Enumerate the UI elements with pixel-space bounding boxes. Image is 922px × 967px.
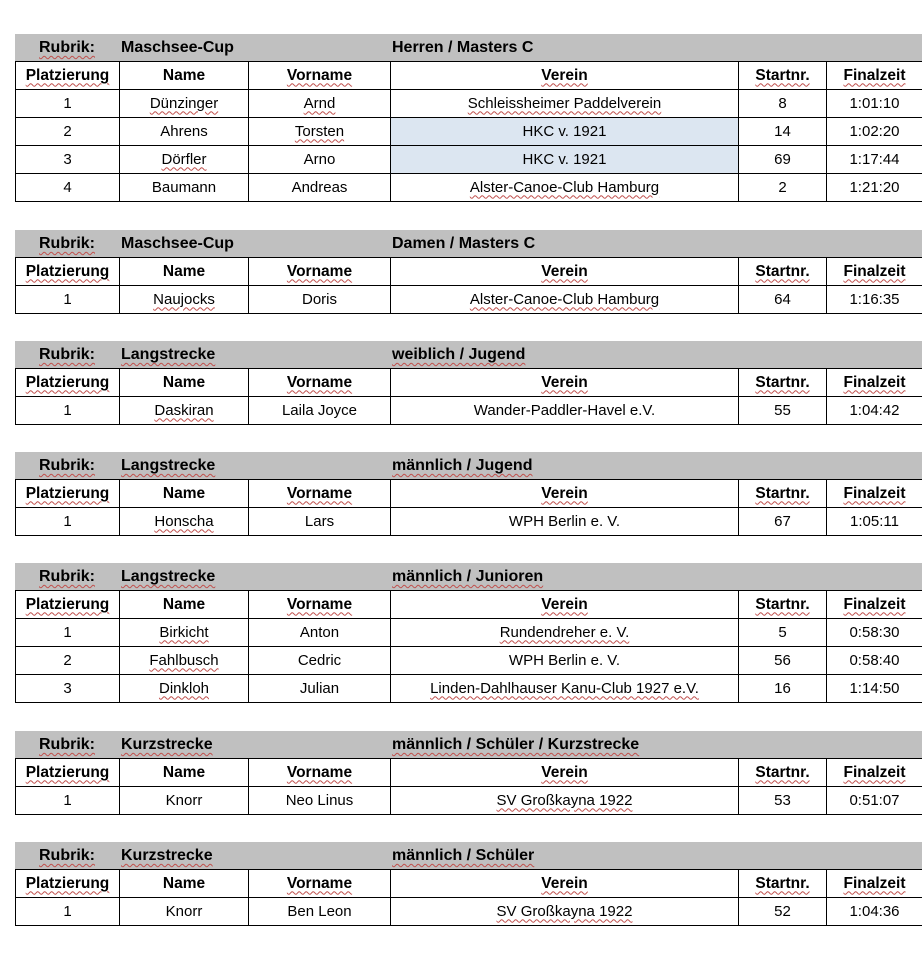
results-table <box>15 61 922 202</box>
header-placement: Platzierung <box>16 759 120 787</box>
cell-name: Daskiran <box>120 397 249 425</box>
cell-startno: 5 <box>739 619 827 647</box>
rubrik-label: Rubrik: <box>39 346 95 363</box>
header-firstname: Vorname <box>249 591 391 619</box>
header-placement: Platzierung <box>16 369 120 397</box>
results-table <box>15 758 922 815</box>
header-startno: Startnr. <box>739 591 827 619</box>
section-header-band <box>15 341 922 368</box>
cell-place: 3 <box>16 675 120 703</box>
cell-firstname: Ben Leon <box>249 898 391 926</box>
table-row <box>16 90 922 118</box>
cell-finaltime: 1:02:20 <box>827 118 922 146</box>
results-section <box>15 341 922 425</box>
cell-name: Baumann <box>120 174 249 202</box>
cell-place: 1 <box>16 286 120 314</box>
header-club: Verein <box>391 62 739 90</box>
cell-firstname: Torsten <box>249 118 391 146</box>
results-section <box>15 563 922 703</box>
section-header-band <box>15 230 922 257</box>
cell-club: Schleissheimer Paddelverein <box>391 90 739 118</box>
header-club: Verein <box>391 480 739 508</box>
table-row <box>16 787 922 815</box>
header-startno: Startnr. <box>739 369 827 397</box>
cell-club: HKC v. 1921 <box>391 118 739 146</box>
header-finaltime: Finalzeit <box>827 369 922 397</box>
table-header-row <box>16 480 922 508</box>
cell-name: Knorr <box>120 898 249 926</box>
cell-firstname: Andreas <box>249 174 391 202</box>
rubrik-label: Rubrik: <box>39 736 95 753</box>
header-startno: Startnr. <box>739 480 827 508</box>
header-firstname: Vorname <box>249 62 391 90</box>
section-header-band <box>15 842 922 869</box>
cell-place: 1 <box>16 898 120 926</box>
table-header-row <box>16 258 922 286</box>
header-placement: Platzierung <box>16 258 120 286</box>
table-row <box>16 118 922 146</box>
rubrik-name: Langstrecke <box>121 568 216 585</box>
rubrik-label: Rubrik: <box>39 235 95 252</box>
cell-finaltime: 1:05:11 <box>827 508 922 536</box>
cell-club: WPH Berlin e. V. <box>391 647 739 675</box>
header-name: Name <box>120 62 249 90</box>
header-placement: Platzierung <box>16 870 120 898</box>
cell-finaltime: 0:58:40 <box>827 647 922 675</box>
rubrik-name: Maschsee-Cup <box>121 235 234 252</box>
table-row <box>16 898 922 926</box>
cell-finaltime: 1:04:42 <box>827 397 922 425</box>
category-label: männlich / Schüler / Kurzstrecke <box>392 736 640 753</box>
cell-startno: 69 <box>739 146 827 174</box>
header-startno: Startnr. <box>739 62 827 90</box>
header-firstname: Vorname <box>249 759 391 787</box>
cell-place: 2 <box>16 647 120 675</box>
cell-finaltime: 1:16:35 <box>827 286 922 314</box>
category-label: weiblich / Jugend <box>392 346 526 363</box>
cell-firstname: Doris <box>249 286 391 314</box>
cell-club: Alster-Canoe-Club Hamburg <box>391 174 739 202</box>
rubrik-name: Maschsee-Cup <box>121 39 234 56</box>
cell-startno: 8 <box>739 90 827 118</box>
cell-name: Ahrens <box>120 118 249 146</box>
header-name: Name <box>120 480 249 508</box>
cell-place: 4 <box>16 174 120 202</box>
results-section <box>15 842 922 926</box>
cell-name: Dörfler <box>120 146 249 174</box>
rubrik-label: Rubrik: <box>39 39 95 56</box>
header-finaltime: Finalzeit <box>827 258 922 286</box>
cell-firstname: Anton <box>249 619 391 647</box>
header-name: Name <box>120 369 249 397</box>
cell-firstname: Laila Joyce <box>249 397 391 425</box>
rubrik-label: Rubrik: <box>39 457 95 474</box>
cell-finaltime: 1:17:44 <box>827 146 922 174</box>
cell-finaltime: 1:14:50 <box>827 675 922 703</box>
table-header-row <box>16 591 922 619</box>
results-table <box>15 479 922 536</box>
cell-club: SV Großkayna 1922 <box>391 898 739 926</box>
header-finaltime: Finalzeit <box>827 870 922 898</box>
section-header-band <box>15 563 922 590</box>
results-section <box>15 34 922 202</box>
cell-firstname: Julian <box>249 675 391 703</box>
cell-firstname: Cedric <box>249 647 391 675</box>
table-row <box>16 286 922 314</box>
category-label: männlich / Junioren <box>392 568 544 585</box>
table-row <box>16 619 922 647</box>
header-placement: Platzierung <box>16 480 120 508</box>
cell-finaltime: 0:51:07 <box>827 787 922 815</box>
category-label: männlich / Jugend <box>392 457 533 474</box>
cell-startno: 14 <box>739 118 827 146</box>
results-section <box>15 731 922 815</box>
cell-firstname: Neo Linus <box>249 787 391 815</box>
cell-firstname: Arno <box>249 146 391 174</box>
cell-finaltime: 0:58:30 <box>827 619 922 647</box>
header-placement: Platzierung <box>16 591 120 619</box>
cell-name: Honscha <box>120 508 249 536</box>
cell-startno: 56 <box>739 647 827 675</box>
results-table <box>15 869 922 926</box>
cell-name: Dinkloh <box>120 675 249 703</box>
header-finaltime: Finalzeit <box>827 62 922 90</box>
cell-name: Naujocks <box>120 286 249 314</box>
cell-firstname: Arnd <box>249 90 391 118</box>
header-finaltime: Finalzeit <box>827 480 922 508</box>
header-club: Verein <box>391 258 739 286</box>
header-startno: Startnr. <box>739 258 827 286</box>
cell-startno: 53 <box>739 787 827 815</box>
header-placement: Platzierung <box>16 62 120 90</box>
header-name: Name <box>120 870 249 898</box>
cell-startno: 2 <box>739 174 827 202</box>
cell-club: Wander-Paddler-Havel e.V. <box>391 397 739 425</box>
header-club: Verein <box>391 870 739 898</box>
cell-finaltime: 1:01:10 <box>827 90 922 118</box>
table-header-row <box>16 62 922 90</box>
rubrik-label: Rubrik: <box>39 568 95 585</box>
cell-place: 1 <box>16 787 120 815</box>
category-label: Herren / Masters C <box>392 39 534 56</box>
cell-place: 1 <box>16 508 120 536</box>
cell-place: 1 <box>16 619 120 647</box>
section-header-band <box>15 731 922 758</box>
cell-startno: 52 <box>739 898 827 926</box>
header-club: Verein <box>391 369 739 397</box>
cell-name: Birkicht <box>120 619 249 647</box>
table-header-row <box>16 369 922 397</box>
cell-firstname: Lars <box>249 508 391 536</box>
header-startno: Startnr. <box>739 870 827 898</box>
header-firstname: Vorname <box>249 258 391 286</box>
table-row <box>16 675 922 703</box>
header-finaltime: Finalzeit <box>827 759 922 787</box>
results-table <box>15 368 922 425</box>
cell-startno: 67 <box>739 508 827 536</box>
cell-name: Fahlbusch <box>120 647 249 675</box>
results-table <box>15 590 922 703</box>
cell-place: 1 <box>16 397 120 425</box>
cell-club: Alster-Canoe-Club Hamburg <box>391 286 739 314</box>
header-name: Name <box>120 591 249 619</box>
cell-startno: 16 <box>739 675 827 703</box>
category-label: Damen / Masters C <box>392 235 536 252</box>
cell-club: Linden-Dahlhauser Kanu-Club 1927 e.V. <box>391 675 739 703</box>
cell-club: WPH Berlin e. V. <box>391 508 739 536</box>
rubrik-name: Langstrecke <box>121 457 216 474</box>
section-header-band <box>15 34 922 61</box>
table-row <box>16 647 922 675</box>
cell-startno: 55 <box>739 397 827 425</box>
cell-finaltime: 1:04:36 <box>827 898 922 926</box>
header-name: Name <box>120 759 249 787</box>
rubrik-name: Kurzstrecke <box>121 736 213 753</box>
table-row <box>16 397 922 425</box>
header-name: Name <box>120 258 249 286</box>
cell-club: HKC v. 1921 <box>391 146 739 174</box>
cell-club: SV Großkayna 1922 <box>391 787 739 815</box>
section-header-band <box>15 452 922 479</box>
rubrik-name: Kurzstrecke <box>121 847 213 864</box>
rubrik-label: Rubrik: <box>39 847 95 864</box>
cell-name: Knorr <box>120 787 249 815</box>
results-section <box>15 452 922 536</box>
header-startno: Startnr. <box>739 759 827 787</box>
table-row <box>16 146 922 174</box>
cell-place: 1 <box>16 90 120 118</box>
header-firstname: Vorname <box>249 369 391 397</box>
table-header-row <box>16 759 922 787</box>
cell-startno: 64 <box>739 286 827 314</box>
cell-place: 2 <box>16 118 120 146</box>
header-firstname: Vorname <box>249 480 391 508</box>
rubrik-name: Langstrecke <box>121 346 216 363</box>
table-header-row <box>16 870 922 898</box>
results-table <box>15 257 922 314</box>
category-label: männlich / Schüler <box>392 847 535 864</box>
results-section <box>15 230 922 314</box>
table-row <box>16 174 922 202</box>
table-row <box>16 508 922 536</box>
header-club: Verein <box>391 759 739 787</box>
header-firstname: Vorname <box>249 870 391 898</box>
cell-club: Rundendreher e. V. <box>391 619 739 647</box>
header-finaltime: Finalzeit <box>827 591 922 619</box>
cell-place: 3 <box>16 146 120 174</box>
header-club: Verein <box>391 591 739 619</box>
cell-finaltime: 1:21:20 <box>827 174 922 202</box>
cell-name: Dünzinger <box>120 90 249 118</box>
